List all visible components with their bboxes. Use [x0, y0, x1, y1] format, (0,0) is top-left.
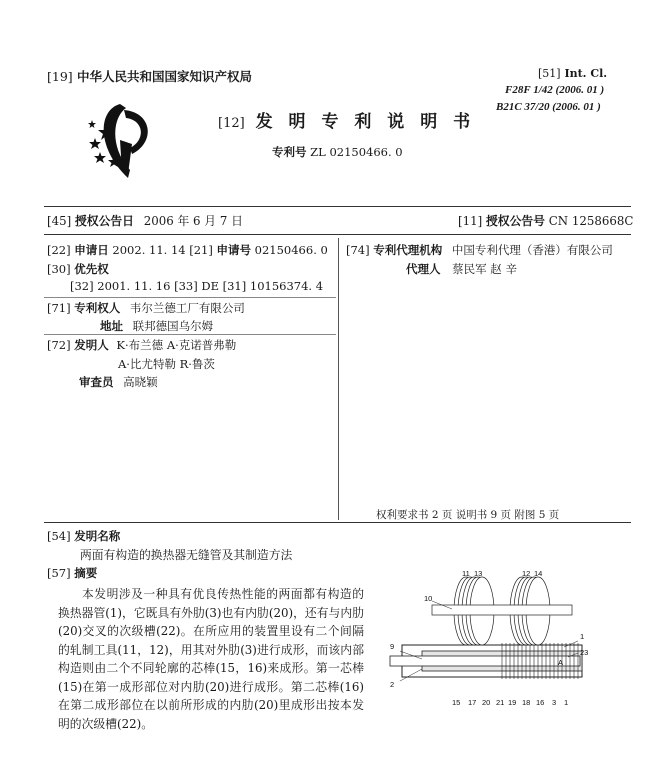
- prio-date-value: 2001. 11. 16: [97, 279, 171, 293]
- figure-label: 2: [390, 680, 395, 689]
- pub-value: CN 1258668C: [548, 214, 634, 228]
- examiner-row: [79, 374, 158, 390]
- figure-label: 16: [536, 698, 545, 707]
- doc-type-title: 发 明 专 利 说 明 书: [255, 112, 476, 132]
- holder-value: 韦尔兰德工厂有限公司: [129, 301, 245, 315]
- app-date-label: 申请日: [74, 243, 109, 257]
- examiner-value: 高晓颖: [123, 375, 158, 389]
- inventor-row: [47, 337, 236, 353]
- priority-heading: [47, 261, 109, 277]
- priority-row: [70, 279, 323, 293]
- document-type: [218, 107, 475, 132]
- app-no-label: 申请号: [216, 243, 251, 257]
- agency-label: 专利代理机构: [373, 243, 443, 257]
- inventors-line-2: A·比尤特勒 R·鲁茨: [118, 357, 215, 371]
- ipc-heading: [538, 67, 607, 80]
- figure-label: 11: [462, 569, 470, 578]
- application-row: [47, 242, 328, 258]
- figure-label: 1: [580, 632, 585, 641]
- tube-rolling-figure: [382, 565, 607, 715]
- app-date-value: 2002. 11. 14: [112, 243, 186, 257]
- prio-no-value: 10156374. 4: [249, 279, 324, 293]
- pub-code: [11]: [458, 214, 483, 228]
- ipc-class-2: B21C 37/20 (2006. 01 ): [496, 101, 601, 113]
- prio-no-code: [31]: [222, 279, 247, 293]
- figure-label: 9: [390, 642, 395, 651]
- priority-label: 优先权: [74, 262, 109, 276]
- ipc-label: Int. Cl.: [564, 67, 608, 80]
- ipc-class-1: F28F 1/42 (2006. 01 ): [505, 84, 605, 96]
- figure-label: 17: [468, 698, 477, 707]
- prio-country-value: DE: [201, 279, 219, 293]
- inventors-line-1: K·布兰德 A·克诺普弗勒: [116, 338, 237, 352]
- agent-row: [406, 261, 517, 277]
- grant-date-code: [45]: [47, 214, 72, 228]
- figure-label: 19: [508, 698, 517, 707]
- page-count: 权利要求书 2 页 说明书 9 页 附图 5 页: [376, 509, 560, 521]
- holder-row: [47, 300, 245, 316]
- examiner-label: 审查员: [79, 375, 114, 389]
- address-row: [100, 318, 213, 334]
- sipo-logo-icon: [80, 100, 162, 180]
- column-divider: [338, 238, 339, 520]
- prio-date-code: [32]: [70, 279, 94, 293]
- figure-label: 3: [552, 698, 557, 707]
- address-value: 联邦德国乌尔姆: [132, 319, 214, 333]
- grant-date-label: 授权公告日: [74, 214, 134, 228]
- divider: [44, 522, 631, 523]
- inventor-label: 发明人: [74, 338, 109, 352]
- figure-label: 1: [564, 698, 569, 707]
- app-date-code: [22]: [47, 243, 71, 257]
- title-heading: [47, 528, 120, 544]
- figure-label: A: [558, 658, 564, 667]
- abstract-heading: [47, 565, 97, 581]
- abstract-label: 摘要: [74, 566, 98, 580]
- grant-date: [47, 212, 243, 229]
- divider: [44, 206, 631, 207]
- agency-value: 中国专利代理（香港）有限公司: [451, 243, 613, 257]
- inventor-code: [72]: [47, 338, 71, 352]
- abstract-code: [57]: [47, 566, 71, 580]
- figure-label: 12: [522, 569, 531, 578]
- invention-title: 两面有构造的换热器无缝管及其制造方法: [80, 548, 293, 562]
- abstract-text: 本发明涉及一种具有优良传热性能的两面都有构造的换热器管(1)，它既具有外肋(3)也有内肋(20)，还有与内肋(20)交叉的次级槽(22)。在所应用的装置里设有二个间隔的轧制工具(11，12)，用其对外肋(3)进行成形，而该内部构造则由二个不同轮廓的芯棒(15，16)来成形。第一芯棒(15)在第一成形部位对内肋(20)进行成形。第二芯棒(16)在第二成形部位在以前所形成的内肋(20)里成形出按本发明的次级槽(22)。: [58, 587, 364, 731]
- office-name: 中华人民共和国国家知识产权局: [77, 69, 253, 84]
- patent-number-value: ZL 02150466. 0: [310, 145, 403, 159]
- doc-type-code: [12]: [218, 116, 245, 131]
- agency-code: [74]: [346, 243, 370, 257]
- figure-label: 20: [482, 698, 491, 707]
- ipc-code: [51]: [538, 67, 561, 80]
- prio-country-code: [33]: [174, 279, 198, 293]
- figure-label: 14: [534, 569, 543, 578]
- app-no-code: [21]: [189, 243, 213, 257]
- title-label: 发明名称: [74, 529, 121, 543]
- figure-label: 21: [496, 698, 505, 707]
- figure-label: 23: [580, 648, 589, 657]
- agent-value: 蔡民军 赵 辛: [452, 262, 517, 276]
- agent-label: 代理人: [406, 262, 441, 276]
- divider: [44, 334, 336, 335]
- divider: [44, 297, 336, 298]
- figure-label: 18: [522, 698, 531, 707]
- priority-code: [30]: [47, 262, 71, 276]
- grant-date-value: 2006 年 6 月 7 日: [143, 214, 243, 228]
- pub-label: 授权公告号: [485, 214, 545, 228]
- patent-number-label: 专利号: [272, 145, 307, 159]
- issuing-office: [47, 67, 252, 85]
- patent-number: [272, 144, 403, 160]
- figure-label: 10: [424, 594, 433, 603]
- figure-label: 13: [474, 569, 483, 578]
- address-label: 地址: [100, 319, 123, 333]
- divider: [44, 234, 631, 235]
- title-code: [54]: [47, 529, 71, 543]
- agency-row: [346, 242, 613, 258]
- holder-code: [71]: [47, 301, 71, 315]
- figure-label: 15: [452, 698, 461, 707]
- holder-label: 专利权人: [74, 301, 121, 315]
- app-no-value: 02150466. 0: [254, 243, 328, 257]
- grant-publication: [458, 212, 633, 229]
- office-code: [19]: [47, 69, 73, 84]
